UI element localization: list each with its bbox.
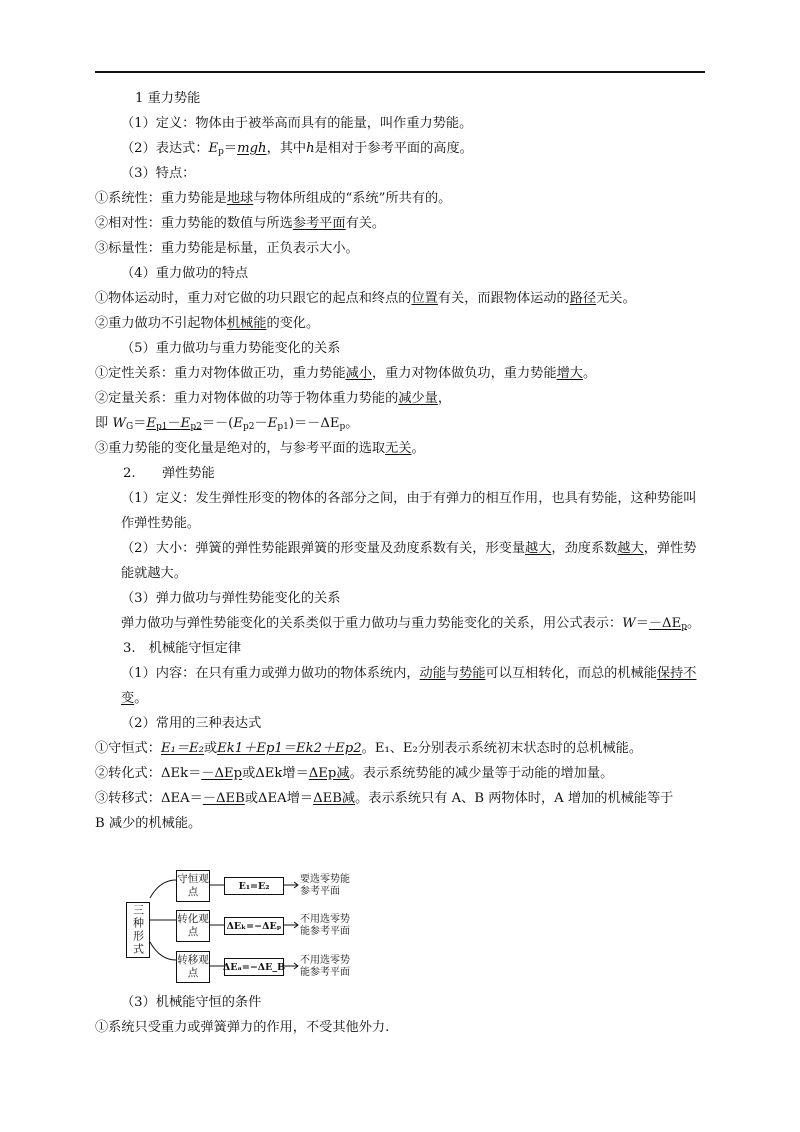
form-1-answer: E₁＝E₂	[160, 741, 204, 756]
content-answer-potential: 势能	[459, 666, 486, 681]
elastic-relation-body: 弹力做功与弹性势能变化的关系类似于重力做功与重力势能变化的关系，用公式表示：	[121, 616, 623, 631]
section-3-title: 3. 机械能守恒定律	[123, 641, 242, 656]
content-answer-unchanged: 保持不变	[121, 666, 697, 706]
gp-expression-label: （2）表达式：	[121, 141, 209, 156]
diagram-root-box: 三种形式	[126, 902, 150, 958]
three-forms-diagram	[120, 868, 380, 988]
work-energy-relation-heading: （5）重力做功与重力势能变化的关系	[121, 341, 341, 356]
form-3-answer-2: ΔEB减	[313, 791, 356, 806]
ep1b-symbol: E	[267, 416, 278, 431]
ep-size-text: （2）大小：弹簧的弹性势能跟弹簧的形变量及劲度系数有关，形变量	[121, 541, 526, 556]
form-2-label: ②转化式：	[95, 766, 161, 781]
qualitative-answer-decrease: 减小	[345, 366, 372, 381]
form-1-answer-2: Ek1＋Ep1＝Ek2＋Ep2	[217, 741, 362, 756]
gp-expression-tail: 是相对于参考平面的高度。	[314, 141, 473, 156]
absolute-answer: 无关	[385, 441, 412, 456]
ep1-symbol: E	[146, 416, 156, 431]
work-point-1-mid: 有关，而跟物体运动的	[437, 291, 570, 306]
form-conservation	[95, 736, 707, 761]
conservation-conditions	[95, 990, 707, 1040]
form-3-tail: 。表示系统只有 A、B 两物体时，A 增加的机械能等于	[355, 791, 674, 806]
form-3-formula-2: ΔEA增＝	[258, 791, 314, 806]
formula-equals: ＝	[133, 416, 147, 431]
formula-close: )	[288, 416, 294, 431]
gp-feature-relative	[95, 211, 707, 236]
work-point-1-text: ①物体运动时，重力对它做的功只跟它的起点和终点的	[95, 291, 412, 306]
gp-expression-where: ，其中	[266, 141, 307, 156]
elastic-equals: ＝	[635, 616, 649, 631]
gp-feature-scalar: ③标量性：重力势能是标量，正负表示大小。	[95, 241, 359, 256]
gp-change-absolute	[95, 436, 707, 461]
form-3-answer: －ΔEB	[202, 791, 245, 806]
elastic-delta: －ΔE	[648, 616, 682, 631]
diagram-view-transfer: 转移观点	[176, 951, 210, 983]
diagram-formula-transfer: ΔEₐ=−ΔE_B	[224, 958, 284, 976]
form-2-answer-2: ΔEp减	[308, 766, 350, 781]
section-2-title: 2. 弹性势能	[123, 466, 215, 481]
form-transfer-cont: B 减少的机械能。	[95, 816, 202, 831]
gp-feature-system	[95, 186, 707, 211]
diagram-view-conversion: 转化观点	[176, 910, 210, 942]
formula-prefix: 即	[95, 416, 113, 431]
section-1-title: 1 重力势能	[135, 91, 201, 106]
three-forms-heading: （2）常用的三种表达式	[121, 716, 262, 731]
qualitative-answer-increase: 增大	[556, 366, 583, 381]
ep-subscript: p	[218, 147, 224, 157]
ep-size-answer-2: 越大	[617, 541, 644, 556]
form-2-formula-2: ΔEk增＝	[255, 766, 309, 781]
content-answer-kinetic: 动能	[419, 666, 446, 681]
feature-relative-label: ②相对性：重力势能的数值与所选	[95, 216, 293, 231]
document-body	[95, 86, 707, 836]
conditions-heading: （3）机械能守恒的条件	[121, 995, 262, 1010]
ep-size-tail: ，弹性势能就越大。	[121, 541, 697, 581]
feature-system-tail: 与物体所组成的“系统”所共有的。	[253, 191, 452, 206]
feature-system-label: ①系统性：重力势能是	[95, 191, 227, 206]
absolute-tail: 。	[411, 441, 425, 456]
form-3-or: 或	[244, 791, 259, 806]
elastic-formula	[649, 616, 687, 631]
form-conversion	[95, 761, 707, 786]
work-point-1-answer-path: 路径	[569, 291, 597, 306]
qualitative-tail: 。	[582, 366, 597, 381]
ep2b-subscript: p2	[242, 422, 255, 432]
quantitative-relation	[95, 386, 707, 411]
ep-size-mid: ，劲度系数	[551, 541, 618, 556]
gp-features-heading: （3）特点：	[121, 166, 196, 181]
form-1-tail: 。E₁、E₂分别表示系统初末状态时的总机械能。	[361, 741, 643, 756]
diagram-formula-conversion: ΔEₖ=−ΔEₚ	[224, 917, 284, 935]
form-1-label: ①守恒式：	[95, 741, 161, 756]
elastic-relation-heading: （3）弹力做功与弹性势能变化的关系	[121, 591, 341, 606]
work-point-1-tail: 无关。	[596, 291, 636, 306]
ep-size-answer-1: 越大	[525, 541, 552, 556]
mgh-formula: mgh	[237, 141, 267, 156]
feature-relative-tail: 有关。	[345, 216, 386, 231]
feature-relative-answer: 参考平面	[292, 216, 346, 231]
gravity-work-heading: （4）重力做功的特点	[121, 266, 249, 281]
gp-definition: （1）定义：物体由于被举高而具有的能量，叫作重力势能。	[121, 116, 473, 131]
formula-underlined	[146, 416, 201, 431]
form-3-label: ③转移式：	[95, 791, 161, 806]
content-and: 与	[445, 666, 460, 681]
diagram-view-conservation: 守恒观点	[176, 870, 210, 902]
ep-size	[95, 536, 707, 586]
form-2-or: 或	[242, 766, 256, 781]
work-point-2-answer: 机械能	[226, 316, 267, 331]
elastic-w-symbol: W	[622, 616, 636, 631]
formula-minus: －	[167, 416, 181, 431]
diagram-formula-conservation: E₁=E₂	[224, 877, 284, 895]
w-subscript: G	[125, 422, 134, 432]
formula-minus-2: －	[254, 416, 268, 431]
diagram-note-2: 不用选零势 能参考平面	[300, 914, 350, 937]
formula-delta-subscript: p	[339, 422, 346, 432]
h-symbol: h	[306, 141, 315, 156]
quantitative-answer: 减少量	[398, 391, 438, 406]
form-transfer	[95, 786, 707, 811]
header-rule	[95, 71, 705, 73]
work-point-2-text: ②重力做功不引起物体	[95, 316, 227, 331]
ep1b-subscript: p1	[277, 422, 289, 432]
ep1-subscript: p1	[155, 422, 168, 432]
form-3-formula: ΔEA＝	[160, 791, 203, 806]
ep2-symbol: E	[180, 416, 191, 431]
ep2b-symbol: E	[233, 416, 243, 431]
condition-1: ①系统只受重力或弹簧弹力的作用，不受其他外力.	[95, 1020, 390, 1035]
feature-system-answer: 地球	[226, 191, 254, 206]
content-text: （1）内容：在只有重力或弹力做功的物体系统内，	[121, 666, 420, 681]
elastic-relation-text	[95, 611, 707, 636]
absolute-text: ③重力势能的变化量是绝对的，与参考平面的选取	[95, 441, 386, 456]
qualitative-relation	[95, 361, 707, 386]
w-symbol: W	[112, 416, 126, 431]
diagram-note-1: 要选零势能 参考平面	[300, 874, 350, 897]
quantitative-text: ②定量关系：重力对物体做的功等于物体重力势能的	[95, 391, 399, 406]
work-point-1-answer-position: 位置	[411, 291, 438, 306]
conservation-content	[95, 661, 707, 711]
diagram-note-3: 不用选零势 能参考平面	[300, 955, 350, 978]
formula-neg-open: ＝－(	[201, 416, 234, 431]
qualitative-text: ①定性关系：重力对物体做正功，重力势能	[95, 366, 346, 381]
equals-sign: ＝	[223, 141, 238, 156]
elastic-delta-subscript: p	[681, 622, 687, 632]
ep-definition: （1）定义：发生弹性形变的物体的各部分之间，由于有弹力的相互作用，也具有势能，这种势能叫作弹性势能。	[121, 491, 697, 531]
ep-symbol: E	[208, 141, 219, 156]
elastic-end: 。	[686, 616, 701, 631]
form-1-or: 或	[203, 741, 218, 756]
work-point-2-tail: 的变化。	[266, 316, 320, 331]
gravity-work-point-2	[95, 311, 707, 336]
quantitative-tail: ，	[437, 391, 452, 406]
gravity-work-point-1	[95, 286, 707, 311]
gp-expression	[95, 136, 707, 161]
form-2-tail: 。表示系统势能的减少量等于动能的增加量。	[349, 766, 614, 781]
ep2-subscript: p2	[190, 422, 202, 432]
form-2-formula: ΔEk＝	[160, 766, 202, 781]
content-mid: 可以互相转化，而总的机械能	[485, 666, 657, 681]
work-formula-line	[95, 411, 707, 436]
content-tail: 。	[134, 691, 148, 706]
formula-delta: ＝－ΔE	[293, 416, 340, 431]
formula-end: 。	[345, 416, 359, 431]
form-2-answer: －ΔEp	[201, 766, 243, 781]
qualitative-mid: ，重力对物体做负功，重力势能	[371, 366, 557, 381]
